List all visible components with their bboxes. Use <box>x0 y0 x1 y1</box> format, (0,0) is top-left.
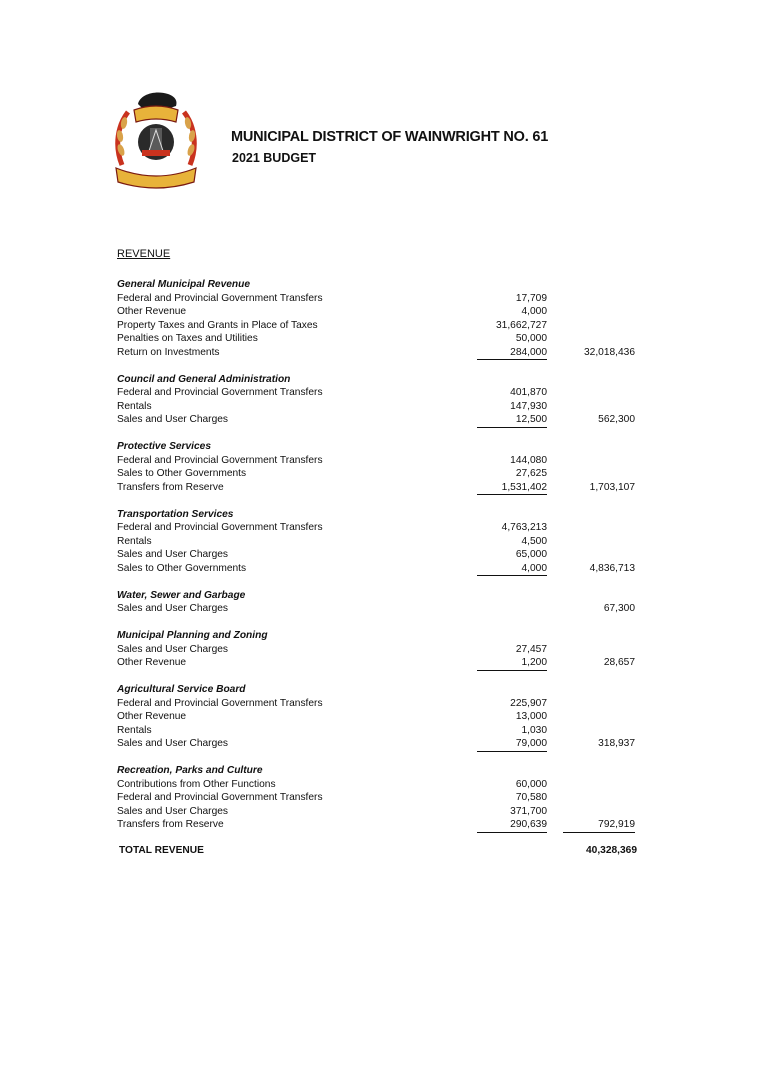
line-item-label: Other Revenue <box>117 306 187 317</box>
line-item-label: Federal and Provincial Government Transfers <box>117 792 323 803</box>
line-item <box>117 521 647 535</box>
line-item-amount: 79,000 <box>477 737 547 752</box>
line-item <box>117 454 647 468</box>
line-item-label: Other Revenue <box>117 657 187 668</box>
line-item-label: Federal and Provincial Government Transfers <box>117 697 323 709</box>
line-item-amount: 60,000 <box>515 778 547 790</box>
line-item <box>117 305 647 319</box>
section-total: 792,919 <box>563 818 635 833</box>
line-item-amount: 27,625 <box>515 468 547 479</box>
line-item-amount: 4,000 <box>477 562 547 577</box>
line-item-label: Transfers from Reserve <box>117 481 224 493</box>
line-item-label: Sales and User Charges <box>117 643 228 655</box>
budget-section <box>117 629 647 670</box>
line-item <box>117 292 647 306</box>
line-item <box>117 386 647 400</box>
section-total: 67,300 <box>603 603 635 614</box>
line-item-label: Rentals <box>117 724 152 736</box>
line-item-amount: 4,763,213 <box>501 522 547 533</box>
line-item <box>117 737 647 751</box>
budget-section <box>117 683 647 751</box>
line-item-label: Sales and User Charges <box>117 805 228 817</box>
line-item-amount: 401,870 <box>510 387 547 398</box>
budget-section <box>117 589 647 616</box>
line-item-label: Sales and User Charges <box>117 738 228 749</box>
line-item-amount: 1,200 <box>477 656 547 671</box>
line-item-label: Federal and Provincial Government Transfers <box>117 454 323 466</box>
line-item-label: Sales to Other Governments <box>117 562 247 574</box>
line-item-amount: 4,500 <box>521 535 547 547</box>
line-item-amount: 13,000 <box>515 711 547 722</box>
budget-section <box>117 373 647 427</box>
line-item-amount: 1,531,402 <box>477 481 547 496</box>
line-item-amount: 147,930 <box>510 400 547 412</box>
section-total: 318,937 <box>598 738 635 749</box>
section-total: 4,836,713 <box>589 562 635 574</box>
line-item-label: Sales and User Charges <box>117 414 228 425</box>
line-item-label: Other Revenue <box>117 711 187 722</box>
line-item-label: Sales and User Charges <box>117 603 228 614</box>
budget-section <box>117 440 647 494</box>
line-item <box>117 791 647 805</box>
line-item <box>117 724 647 738</box>
line-item <box>117 697 647 711</box>
line-item-label: Sales and User Charges <box>117 549 228 560</box>
section-total: 562,300 <box>598 414 635 425</box>
line-item <box>117 562 647 576</box>
revenue-heading: REVENUE <box>117 248 171 260</box>
line-item-amount: 27,457 <box>515 643 547 655</box>
line-item-label: Penalties on Taxes and Utilities <box>117 333 258 344</box>
line-item <box>117 400 647 414</box>
line-item <box>117 467 647 481</box>
line-item-label: Rentals <box>117 535 152 547</box>
grand-total-row <box>119 845 637 859</box>
line-item-label: Contributions from Other Functions <box>117 778 276 790</box>
line-item <box>117 778 647 792</box>
section-total: 1,703,107 <box>589 481 635 493</box>
document-title: MUNICIPAL DISTRICT OF WAINWRIGHT NO. 61 <box>231 129 549 145</box>
line-item <box>117 710 647 724</box>
line-item-label: Transfers from Reserve <box>117 819 224 830</box>
line-item-amount: 284,000 <box>477 346 547 361</box>
line-item-amount: 4,000 <box>521 306 547 317</box>
line-item-label: Property Taxes and Grants in Place of Taxes <box>117 319 318 331</box>
line-item-amount: 31,662,727 <box>496 319 547 331</box>
line-item <box>117 481 647 495</box>
line-item <box>117 656 647 670</box>
line-item <box>117 535 647 549</box>
section-title: Agricultural Service Board <box>117 684 246 695</box>
line-item-label: Return on Investments <box>117 346 220 358</box>
line-item-amount: 17,709 <box>515 292 547 304</box>
revenue-budget-table <box>117 278 647 845</box>
line-item <box>117 413 647 427</box>
grand-total-label: TOTAL REVENUE <box>119 845 204 856</box>
md-wainwright-logo <box>112 90 200 190</box>
line-item-label: Rentals <box>117 400 152 412</box>
line-item <box>117 346 647 360</box>
line-item <box>117 319 647 333</box>
section-title: Water, Sewer and Garbage <box>117 589 246 601</box>
line-item-amount: 225,907 <box>510 697 547 709</box>
section-title: Municipal Planning and Zoning <box>117 630 268 641</box>
section-title: Transportation Services <box>117 508 234 520</box>
line-item-label: Federal and Provincial Government Transfers <box>117 292 323 304</box>
line-item-label: Federal and Provincial Government Transfers <box>117 522 323 533</box>
line-item <box>117 643 647 657</box>
line-item-label: Sales to Other Governments <box>117 468 247 479</box>
line-item <box>117 602 647 616</box>
line-item <box>117 805 647 819</box>
line-item-amount: 1,030 <box>521 724 547 736</box>
line-item <box>117 818 647 832</box>
line-item-amount: 290,639 <box>477 818 547 833</box>
line-item-amount: 50,000 <box>515 333 547 344</box>
budget-section <box>117 508 647 576</box>
line-item-amount: 65,000 <box>515 549 547 560</box>
line-item-label: Federal and Provincial Government Transfers <box>117 387 323 398</box>
section-title: Council and General Administration <box>117 373 291 385</box>
budget-section <box>117 764 647 832</box>
section-title: Protective Services <box>117 441 212 452</box>
line-item <box>117 332 647 346</box>
document-subtitle: 2021 BUDGET <box>232 151 317 165</box>
line-item-amount: 371,700 <box>510 805 547 817</box>
line-item-amount: 12,500 <box>477 413 547 428</box>
line-item <box>117 548 647 562</box>
line-item-amount: 144,080 <box>510 454 547 466</box>
line-item-amount: 70,580 <box>515 792 547 803</box>
section-title: Recreation, Parks and Culture <box>117 765 263 776</box>
section-total: 28,657 <box>603 657 635 668</box>
section-total: 32,018,436 <box>584 346 635 358</box>
section-title: General Municipal Revenue <box>117 279 251 290</box>
budget-section <box>117 278 647 359</box>
grand-total-value: 40,328,369 <box>586 845 637 856</box>
